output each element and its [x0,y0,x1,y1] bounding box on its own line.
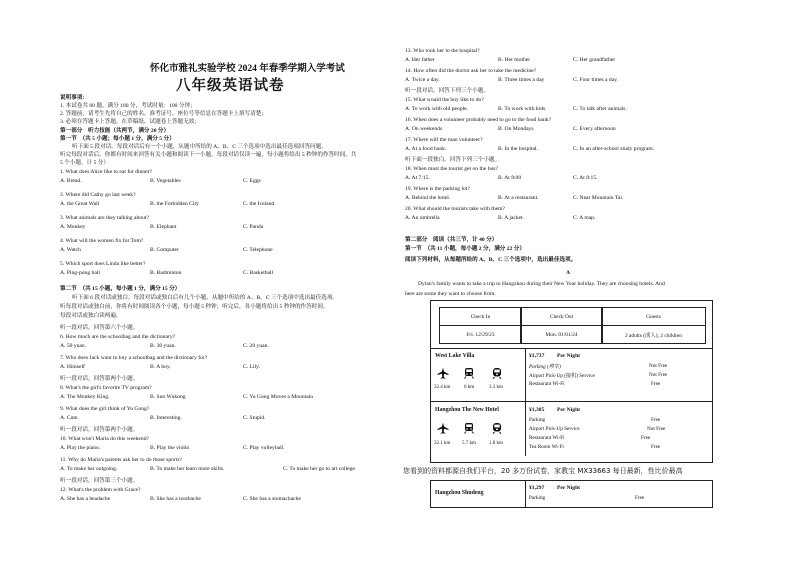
option-a: A. The Monkey King. [60,394,110,400]
part2-heading: 第二部分 阅读（共三节，计 40 分） [405,237,498,243]
perk-label: Parking [529,417,546,423]
divider [431,348,712,349]
option-c: C. At 8:15. [573,175,598,181]
per-night: Per Night [557,485,581,491]
airplane-icon [437,367,449,379]
option-b: B. Elephant [150,224,177,230]
distance: 6 km [464,385,475,390]
option-a: A. Play the piano. [60,445,101,451]
listening-instruction: 听下面一段独白，回答下列三个小题。 [405,157,501,163]
note-item: 3. 必须在答题卡上答题，在草稿纸、试题卷上答题无效； [60,119,200,125]
perk-value: Free [641,435,651,441]
option-a: A. Her father [405,57,435,63]
part1-heading: 第一部分 听力技能（共两节，满分 20 分） [60,128,170,134]
option-a: A. Watch [60,247,81,253]
table-header: Check In [439,307,522,326]
option-c: C. 20 yuan. [243,343,269,349]
question-text: 10. What won't Maria do this weekend? [60,436,149,442]
exam-title: 八年级英语试卷 [176,78,285,94]
hotel-table [430,300,713,463]
perk-value: Free [651,381,661,387]
instructions: 听下面 6 段对话或独白。每段对话或独白后有几个小题，从题中所给的 A、B、C 三个选项中选出最佳选项。 [72,295,339,301]
train-icon [463,422,475,434]
question-text: 8. What's the girl's favorite TV program? [60,385,152,391]
question-text: 6. How much are the schoolbag and the dictionary? [60,334,176,340]
option-c: C. She has a stomachache [243,496,301,502]
question-text: 4. What will the women fix for Tom? [60,238,144,244]
option-c: C. Four times a day. [573,77,619,83]
option-b: B. Badminton [150,270,182,276]
option-b: B. the Forbidden City [150,201,199,207]
question-text: 15. What would the boy like to do? [405,97,484,103]
perk-label: Airport Pick-Up Service [529,426,580,432]
subway-icon [491,422,503,434]
per-night: Per Night [557,353,581,359]
question-text: 20. What should the tourists take with them? [405,206,505,212]
listening-instruction: 听一段对话，回答第两个小题。 [60,376,139,382]
option-a: A. An umbrella [405,215,440,221]
option-b: B. At a restaurant. [498,195,539,201]
option-c: C. Eggs [243,178,261,184]
option-a: A. Bread. [60,178,82,184]
perk-value: Free [635,495,645,501]
option-a: A. Monkey [60,224,86,230]
section-heading: 第一节 （共 11 小题，每小题 2 分，满分 22 分） [405,246,525,252]
question-text: 2. Where did Cathy go last week? [60,192,136,198]
option-b: B. In the hospital. [498,146,538,152]
section-heading: 第一节 （共 5 小题；每小题 1 分，满分 5 分） [60,136,175,142]
question-text: 3. What animals are they talking about? [60,215,149,221]
table-header: Guests [601,307,706,326]
distance: 32.4 km [434,385,451,390]
note-item: 2. 答题前，请考生先将自己的姓名、准考证号、座位号等信息在答题卡上填写清楚； [60,111,267,117]
subway-icon [491,367,503,379]
guests-value: 2 adults (成人), 2 children [601,325,706,344]
perk-value: Not Free [649,372,668,378]
option-c: C. To talk after animals. [573,106,627,112]
perk-value: Free [651,444,661,450]
option-b: B. Three times a day [498,77,545,83]
option-b: B. Vegetables [150,178,181,184]
option-c: C. A map. [573,215,596,221]
option-c: C. Stupid. [243,415,266,421]
divider [431,401,712,402]
option-a: A. She has a headache [60,496,111,502]
perk-label: Parking [529,495,546,501]
option-c: C. To make her go to art college. [283,466,357,472]
option-b: B. Sun Wukong [150,394,186,400]
option-a: A. At 7:15. [405,175,430,181]
passage-letter: A [566,270,571,276]
perk-value: Free [651,417,661,423]
distance: 3.3 km [489,385,503,390]
distance: 1.8 km [489,441,503,446]
listening-instruction: 听一段对话，回答下列三个小题。 [405,88,489,94]
option-b: B. Computer [150,247,179,253]
question-text: 19. Where is the parking lot? [405,186,470,192]
checkin-value: Fri. 12/29/23 [439,325,522,344]
option-c: C. Near Mountain Tai. [573,195,624,201]
option-a: A. Behind the hotel. [405,195,451,201]
perk-label: Tea Room Wi-Fi [529,444,564,450]
question-text: 12. What's the problem with Grace? [60,487,141,493]
instructions: 5 个小题，计 5 分） [60,160,109,166]
distance: 32.1 km [434,441,451,446]
question-text: 1. What does Alice like to eat for dinner? [60,169,153,175]
option-a: A. Himself [60,364,85,370]
option-c: C. Panda [243,224,264,230]
divider [525,481,526,507]
option-c: C. Basketball [243,270,274,276]
option-c: C. Lily. [243,364,260,370]
option-a: A. At a food bank. [405,146,447,152]
listening-instruction: 听一段对话，回答第六个小题。 [60,325,139,331]
instructions: 听下面 5 段对话。每段对话后有一个小题，从题中所给的 A、B、C 三个选项中选出最佳选项回答问题。 [72,144,327,150]
question-text: 17. Where will the man volunteer? [405,137,483,143]
question-text: 18. When must the tourist get on the bus? [405,166,498,172]
perk-label: Restaurant Wi-Fi [529,381,565,387]
option-a: A. On weekends [405,126,443,132]
option-b: B. On Mondays [498,126,534,132]
option-b: B. At 8:00 [498,175,522,181]
checkout-value: Mon. 01/01/24 [520,325,603,344]
train-icon [463,367,475,379]
distance: 5.7 km [462,441,476,446]
question-text: 14. How often did the doctor ask her to take the medicine? [405,68,537,74]
option-b: B. A boy. [150,364,171,370]
question-text: 5. Which sport does Linda like better? [60,261,146,267]
notes-heading: 说明事项： [60,95,88,101]
hotel-table-2 [430,480,713,508]
option-c: C. Her grandfather [573,57,616,63]
instructions: 听完每段对话后，你都有时间来回答有关小题和阅读下一小题。每段对话仅读一遍，每小题将给出 5 秒钟的作答时间。共 [60,152,357,158]
hotel-price: ¥1,737 [529,353,545,359]
hotel-price: ¥1,297 [529,485,545,491]
school-title: 怀化市雅礼实验学校 2024 年春季学期入学考试 [150,64,345,74]
option-c: C. Telephone [243,247,273,253]
reading-instruction: 阅读下列材料，从每题所给的 A、B、C 三个选项中，选出最佳选项。 [405,257,577,263]
perk-value: Not Free [649,363,668,369]
option-a: A. Twice a day. [405,77,440,83]
perk-label: Parking (停车) [529,364,561,370]
listening-instruction: 听一段对话，回答第三个小题。 [60,478,139,484]
option-b: B. A jacket. [498,215,525,221]
watermark-ad: 您看到的资料都源自我们平台，20 多万份试卷，家教宝 MX33663 每日最新，性比价最高 [403,467,683,475]
per-night: Per Night [557,407,581,413]
option-c: C. Play volleyball. [243,445,285,451]
option-b: B. 30 yuan. [150,343,176,349]
hotel-price: ¥1,385 [529,407,545,413]
hotel-name: Hangzhou The New Hotel [435,407,499,413]
perk-label: Restaurant Wi-Fi [529,435,565,441]
table-header: Check Out [520,307,603,326]
option-a: A. Ping-pong ball [60,270,100,276]
option-a: A. 50 yuan. [60,343,87,349]
option-b: B. Her mother [498,57,531,63]
question-text: 16. When does a volunteer probably need to go to the food bank? [405,117,552,123]
option-a: A. Cute. [60,415,79,421]
question-text: 13. Who took her to the hospital? [405,48,480,54]
hotel-name: West Lake Villa [435,353,475,359]
option-b: B. To make her learn more skills. [150,466,225,472]
note-item: 1. 本试卷共 60 题，满分 100 分，考试时量：100 分钟； [60,103,196,109]
option-c: C. Yu Gong Moves a Mountain [243,394,314,400]
perk-value: Not Free [647,426,666,432]
option-a: A. the Great Wall [60,201,100,207]
passage-intro: Dylan's family wants to take a trip to Hangzhou during their New Year holiday. They are choosing hotels. And [418,281,665,287]
option-a: A. To work with old people. [405,106,469,112]
option-c: C. the Iceland [243,201,275,207]
divider [525,348,526,456]
question-text: 7. Who does Jack want to buy a schoolbag and the dictionary for? [60,355,208,361]
option-b: B. To work with kids. [498,106,547,112]
option-b: B. Interesting. [150,415,182,421]
question-text: 9. What does the girl think of Yu Gong? [60,406,150,412]
option-b: B. Play the violin [150,445,190,451]
perk-label: Airport Pick-Up (接机) Service [529,373,595,379]
question-text: 11. Why do Maria's parents ask her to do those sports? [60,457,183,463]
section-heading: 第二节 （共 15 小题，每小题 1 分，满分 15 分） [60,286,181,292]
option-c: C. In an after-school study program. [573,146,655,152]
instructions: 每段对话或独白读两遍。 [60,313,122,319]
instructions: 听每段对话或独白前，你将有时间阅读各个小题，每小题 5 秒钟；听完后，各小题将给出 5 秒钟的作答时间。 [60,304,329,310]
option-c: C. Every afternoon [573,126,616,132]
option-a: A. To make her outgoing. [60,466,118,472]
hotel-name: Hangzhou Shudeng [435,490,484,496]
passage-intro: here are some they want to choose from. [405,291,496,297]
airplane-icon [437,422,449,434]
option-b: B. She has a toothache [150,496,201,502]
listening-instruction: 听一段对话，回答第两个小题。 [60,427,139,433]
